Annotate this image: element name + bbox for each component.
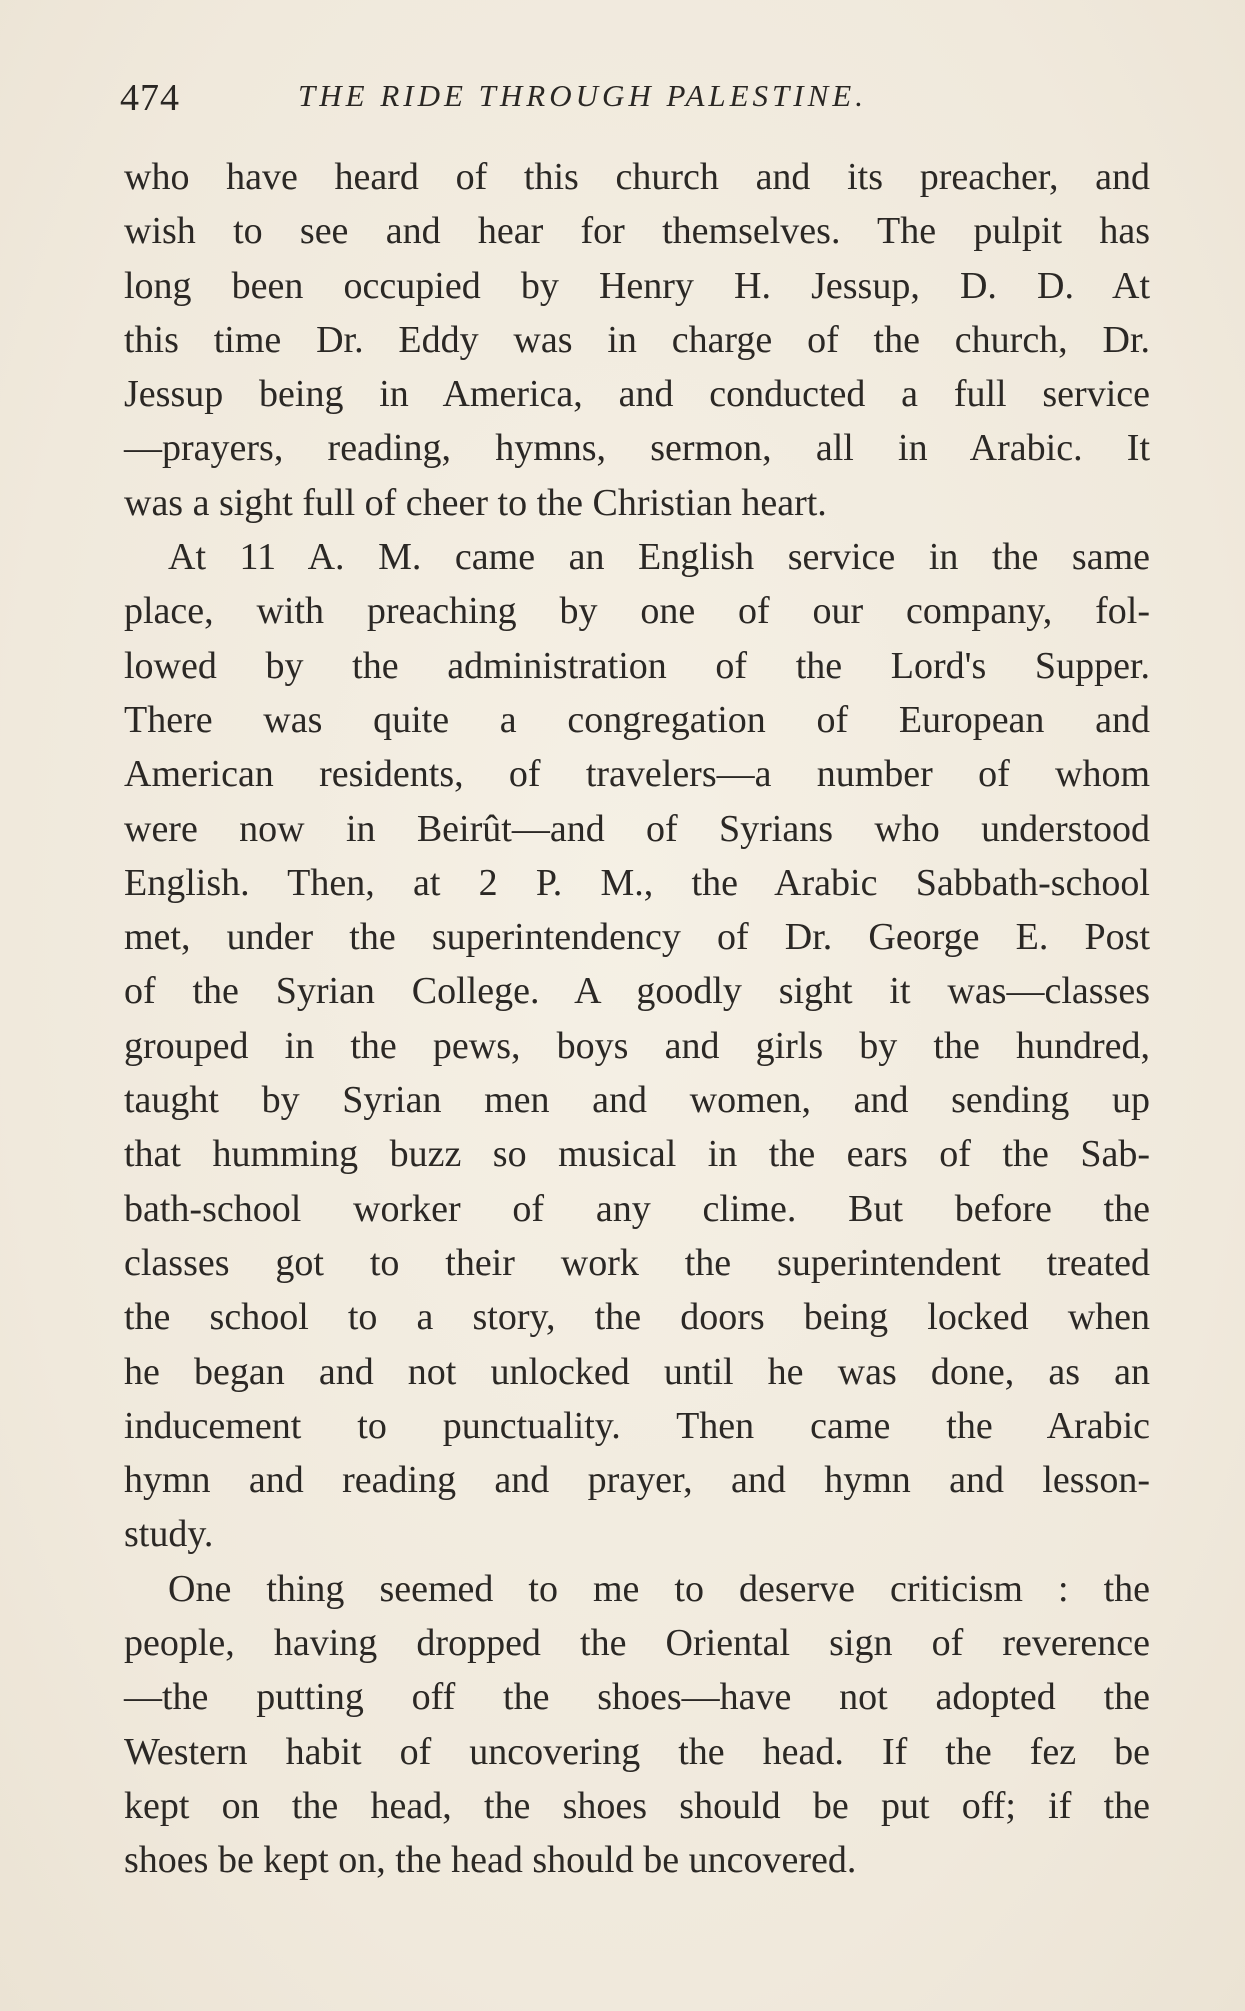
text-line: American residents, of travelers—a number of whom: [124, 753, 1150, 796]
text-line: this time Dr. Eddy was in charge of the church, Dr.: [124, 318, 1150, 361]
text-line: shoes be kept on, the head should be uncovered.: [124, 1839, 857, 1882]
page-header: [120, 68, 1150, 128]
text-line: English. Then, at 2 P. M., the Arabic Sabbath-school: [124, 861, 1150, 904]
text-line: he began and not unlocked until he was done, as an: [124, 1350, 1150, 1393]
text-line: At 11 A. M. came an English service in the same: [168, 536, 1150, 579]
page-number: 474: [120, 77, 180, 119]
text-line: hymn and reading and prayer, and hymn and lesson-: [124, 1459, 1150, 1502]
text-line: place, with preaching by one of our company, fol-: [124, 590, 1150, 633]
text-line: that humming buzz so musical in the ears of the Sab-: [124, 1133, 1150, 1176]
text-line: wish to see and hear for themselves. The pulpit has: [124, 210, 1150, 253]
text-line: bath-school worker of any clime. But before the: [124, 1187, 1150, 1230]
text-line: Western habit of uncovering the head. If the fez be: [124, 1730, 1150, 1773]
text-line: One thing seemed to me to deserve criticism : the: [168, 1567, 1150, 1610]
text-line: lowed by the administration of the Lord's Supper.: [124, 644, 1150, 687]
text-line: the school to a story, the doors being locked when: [124, 1296, 1150, 1339]
text-line: long been occupied by Henry H. Jessup, D. D. At: [124, 264, 1150, 307]
text-line: There was quite a congregation of European and: [124, 698, 1150, 741]
text-line: —prayers, reading, hymns, sermon, all in Arabic. It: [124, 427, 1150, 470]
text-line: classes got to their work the superintendent treated: [124, 1241, 1150, 1284]
text-line: who have heard of this church and its preacher, and: [124, 156, 1150, 198]
text-line: of the Syrian College. A goodly sight it was—classes: [124, 970, 1150, 1013]
text-line: taught by Syrian men and women, and sending up: [124, 1079, 1150, 1122]
text-line: Jessup being in America, and conducted a full service: [124, 373, 1150, 416]
text-line: inducement to punctuality. Then came the Arabic: [124, 1404, 1150, 1447]
text-line: —the putting off the shoes—have not adopted the: [124, 1676, 1150, 1719]
text-line: kept on the head, the shoes should be put off; if the: [124, 1784, 1150, 1827]
text-line: study.: [124, 1513, 214, 1556]
running-title: THE RIDE THROUGH PALESTINE.: [298, 78, 867, 113]
text-line: met, under the superintendency of Dr. George E. Post: [124, 916, 1150, 959]
text-line: was a sight full of cheer to the Christian heart.: [124, 481, 827, 524]
body-text: [124, 150, 1150, 1888]
text-line: grouped in the pews, boys and girls by the hundred,: [124, 1024, 1150, 1067]
text-line: people, having dropped the Oriental sign of reverence: [124, 1622, 1150, 1665]
text-line: were now in Beirût—and of Syrians who understood: [124, 807, 1150, 850]
